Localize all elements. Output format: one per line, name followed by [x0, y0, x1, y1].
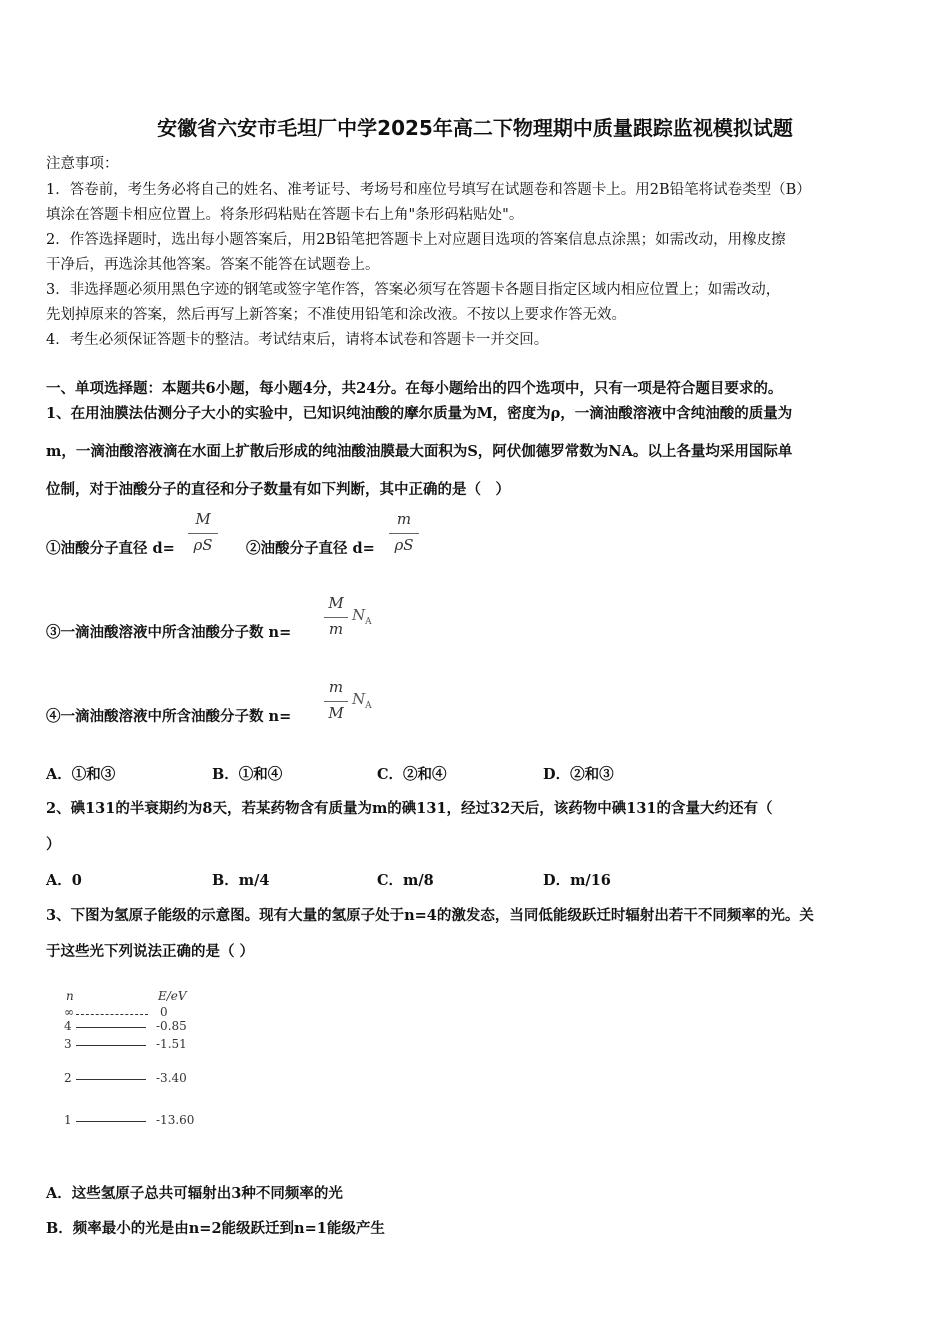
- question-2-text: 2、碘131的半衰期约为8天，若某药物含有质量为m的碘131，经过32天后，该药物中碘131的含量大约还有（: [46, 800, 773, 817]
- q2-option-d[interactable]: D．m/16: [543, 872, 611, 889]
- notice-line: 干净后，再选涂其他答案。答案不能答在试题卷上。: [46, 257, 380, 273]
- notice-line: 2．作答选择题时，选出每小题答案后，用2B铅笔把答题卡上对应题目选项的答案信息点涂黑；如需改动，用橡皮擦: [46, 232, 786, 248]
- q1-option-d[interactable]: D．②和③: [543, 766, 614, 783]
- statement-1-label: ①油酸分子直径 d=: [46, 540, 175, 557]
- question-1-text: 位制，对于油酸分子的直径和分子数量有如下判断，其中正确的是（ ）: [46, 481, 510, 498]
- diagram-n-label: n: [66, 989, 74, 1003]
- q3-option-a[interactable]: A．这些氢原子总共可辐射出3种不同频率的光: [46, 1185, 343, 1202]
- q3-option-b[interactable]: B．频率最小的光是由n=2能级跃迁到n=1能级产生: [46, 1220, 385, 1237]
- question-3-text: 于这些光下列说法正确的是（ ）: [46, 943, 255, 960]
- level-e-3: -1.51: [156, 1037, 187, 1051]
- fraction-bar: [324, 617, 348, 618]
- level-line-4: [76, 1027, 146, 1028]
- q2-option-a[interactable]: A．0: [46, 872, 82, 889]
- notice-line: 填涂在答题卡相应位置上。将条形码粘贴在答题卡右上角"条形码粘贴处"。: [46, 207, 524, 223]
- fraction-4: [324, 678, 348, 726]
- fraction-denominator: ρS: [394, 536, 414, 554]
- fraction-3: [324, 594, 348, 642]
- avogadro-n: N: [352, 606, 366, 624]
- question-3-text: 3、下图为氢原子能级的示意图。现有大量的氢原子处于n=4的激发态，当同低能级跃迁时辐射出若干不同频率的光。关: [46, 907, 814, 924]
- statement-2-label: ②油酸分子直径 d=: [246, 540, 375, 557]
- q1-option-c[interactable]: C．②和④: [377, 766, 447, 783]
- q2-option-b[interactable]: B．m/4: [212, 872, 270, 889]
- statement-3-label: ③一滴油酸溶液中所含油酸分子数 n=: [46, 624, 292, 641]
- avogadro-n: N: [352, 690, 366, 708]
- question-1-text: 1、在用油膜法估测分子大小的实验中，已知识纯油酸的摩尔质量为M，密度为ρ，一滴油酸溶液中含纯油酸的质量为: [46, 405, 793, 422]
- level-e-4: -0.85: [156, 1019, 187, 1033]
- fraction-denominator: ρS: [193, 536, 213, 554]
- q1-option-b[interactable]: B．①和④: [212, 766, 283, 783]
- q1-option-a[interactable]: A．①和③: [46, 766, 116, 783]
- fraction-numerator: M: [328, 594, 344, 612]
- fraction-numerator: m: [396, 510, 412, 528]
- avogadro-symbol: [352, 690, 372, 711]
- section-heading: 一、单项选择题：本题共6小题，每小题4分，共24分。在每小题给出的四个选项中，只有一项是符合题目要求的。: [46, 380, 783, 397]
- level-line-1: [76, 1121, 146, 1122]
- diagram-energy-label: E/eV: [158, 989, 187, 1003]
- notice-line: 3．非选择题必须用黑色字迹的钢笔或签字笔作答，答案必须写在答题卡各题目指定区域内相应位置上；如需改动，: [46, 282, 781, 298]
- energy-level-diagram: [58, 985, 218, 1135]
- fraction-2: [389, 510, 419, 558]
- fraction-denominator: m: [328, 620, 344, 638]
- notice-line: 先划掉原来的答案，然后再写上新答案；不准使用铅笔和涂改液。不按以上要求作答无效。: [46, 307, 626, 323]
- notice-heading: 注意事项：: [46, 156, 119, 172]
- notice-line: 1．答卷前，考生务必将自己的姓名、准考证号、考场号和座位号填写在试题卷和答题卡上。用2B铅笔将试卷类型（B）: [46, 182, 811, 198]
- level-e-2: -3.40: [156, 1071, 187, 1085]
- level-line-3: [76, 1045, 146, 1046]
- page-title: 安徽省六安市毛坦厂中学2025年高二下物理期中质量跟踪监视模拟试题: [157, 116, 793, 140]
- level-n-4: 4: [64, 1019, 72, 1033]
- fraction-numerator: M: [195, 510, 211, 528]
- question-1-text: m，一滴油酸溶液滴在水面上扩散后形成的纯油酸油膜最大面积为S，阿伏伽德罗常数为NA。以上各量均采用国际单: [46, 443, 793, 460]
- fraction-bar: [389, 533, 419, 534]
- level-n-3: 3: [64, 1037, 72, 1051]
- fraction-denominator: M: [328, 704, 344, 722]
- level-n-1: 1: [64, 1113, 72, 1127]
- level-line-2: [76, 1079, 146, 1080]
- avogadro-sub: A: [365, 617, 372, 627]
- statement-4-label: ④一滴油酸溶液中所含油酸分子数 n=: [46, 708, 292, 725]
- level-e-1: -13.60: [156, 1113, 195, 1127]
- level-n-2: 2: [64, 1071, 72, 1085]
- level-n-inf: ∞: [64, 1005, 74, 1019]
- fraction-bar: [188, 533, 218, 534]
- q2-option-c[interactable]: C．m/8: [377, 872, 434, 889]
- fraction-numerator: m: [328, 678, 344, 696]
- level-line-inf: [76, 1014, 148, 1015]
- question-2-text: ）: [46, 836, 61, 853]
- avogadro-sub: A: [365, 701, 372, 711]
- level-e-inf: 0: [160, 1005, 168, 1019]
- avogadro-symbol: [352, 606, 372, 627]
- fraction-bar: [324, 701, 348, 702]
- notice-line: 4．考生必须保证答题卡的整洁。考试结束后，请将本试卷和答题卡一并交回。: [46, 332, 549, 348]
- fraction-1: [188, 510, 218, 558]
